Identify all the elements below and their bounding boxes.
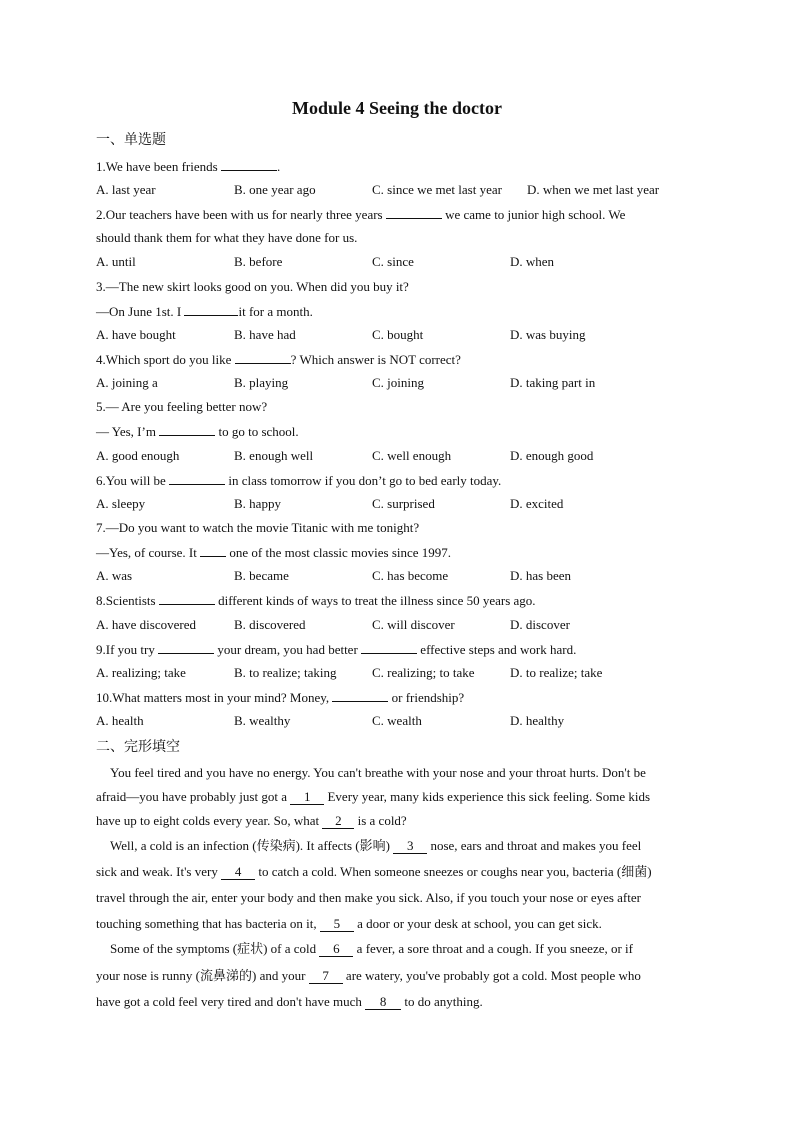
option-c: C. since bbox=[372, 254, 414, 269]
option-c: C. has become bbox=[372, 568, 449, 583]
passage-line: have up to eight colds every year. So, what 2 is a cold? bbox=[96, 813, 407, 828]
option-a: A. was bbox=[96, 568, 133, 583]
passage-line: Some of the symptoms (症状) of a cold 6 a fever, a sore throat and a cough. If you sneeze, or if bbox=[110, 941, 633, 956]
option-d: D. when bbox=[510, 254, 555, 269]
cloze-blank-5: 5 bbox=[320, 917, 354, 932]
answer-blank bbox=[361, 641, 417, 654]
answer-blank bbox=[332, 689, 388, 702]
passage-line: touching something that has bacteria on it, 5 a door or your desk at school, you can get sick. bbox=[96, 916, 602, 931]
option-a: A. have bought bbox=[96, 327, 176, 342]
answer-blank bbox=[158, 641, 214, 654]
question-7: 7.—Do you want to watch the movie Titanic with me tonight? bbox=[96, 520, 420, 535]
cloze-blank-4: 4 bbox=[221, 865, 255, 880]
answer-blank bbox=[159, 423, 215, 436]
answer-blank bbox=[169, 472, 225, 485]
question-2-continued: should thank them for what they have done for us. bbox=[96, 230, 358, 245]
question-2: 2.Our teachers have been with us for nearly three years we came to junior high school. We bbox=[96, 207, 626, 222]
question-3: 3.—The new skirt looks good on you. When did you buy it? bbox=[96, 279, 409, 294]
question-7-answer-line: —Yes, of course. It one of the most classic movies since 1997. bbox=[96, 545, 452, 560]
answer-blank bbox=[235, 351, 291, 364]
option-b: B. wealthy bbox=[234, 713, 291, 728]
cloze-blank-2: 2 bbox=[322, 814, 354, 829]
option-b: B. playing bbox=[234, 375, 289, 390]
cloze-blank-8: 8 bbox=[365, 995, 401, 1010]
answer-blank bbox=[200, 544, 226, 557]
question-10: 10.What matters most in your mind? Money, or friendship? bbox=[96, 690, 465, 705]
option-c: C. joining bbox=[372, 375, 425, 390]
option-a: A. good enough bbox=[96, 448, 180, 463]
option-b: B. have had bbox=[234, 327, 296, 342]
passage-line: travel through the air, enter your body and then make you sick. Also, if you touch your nose or eyes after bbox=[96, 890, 641, 905]
question-3-answer-line: —On June 1st. I it for a month. bbox=[96, 304, 313, 319]
option-d: D. taking part in bbox=[510, 375, 596, 390]
section-heading-cloze: 二、完形填空 bbox=[96, 739, 180, 755]
option-b: B. enough well bbox=[234, 448, 314, 463]
page-title: Module 4 Seeing the doctor bbox=[292, 98, 502, 118]
passage-line: afraid—you have probably just got a 1 Every year, many kids experience this sick feeling. Some kids bbox=[96, 789, 651, 804]
option-c: C. wealth bbox=[372, 713, 422, 728]
answer-blank bbox=[184, 303, 238, 316]
option-d: D. healthy bbox=[510, 713, 565, 728]
question-5: 5.— Are you feeling better now? bbox=[96, 399, 268, 414]
option-d: D. discover bbox=[510, 617, 570, 632]
option-c: C. well enough bbox=[372, 448, 452, 463]
option-d: D. has been bbox=[510, 568, 572, 583]
answer-blank bbox=[386, 206, 442, 219]
option-a: A. sleepy bbox=[96, 496, 146, 511]
option-b: B. discovered bbox=[234, 617, 306, 632]
question-6: 6.You will be in class tomorrow if you don’t go to bed early today. bbox=[96, 473, 502, 488]
option-a: A. until bbox=[96, 254, 136, 269]
cloze-blank-6: 6 bbox=[319, 942, 353, 957]
cloze-blank-1: 1 bbox=[290, 790, 324, 805]
answer-blank bbox=[159, 592, 215, 605]
option-c: C. will discover bbox=[372, 617, 455, 632]
option-b: B. became bbox=[234, 568, 289, 583]
passage-line: your nose is runny (流鼻涕的) and your 7 are watery, you've probably got a cold. Most people who bbox=[96, 968, 641, 983]
option-b: B. to realize; taking bbox=[234, 665, 337, 680]
passage-line: sick and weak. It's very 4 to catch a cold. When someone sneezes or coughs near you, bacteria (细菌) bbox=[96, 864, 652, 879]
passage-line: have got a cold feel very tired and don't have much 8 to do anything. bbox=[96, 994, 483, 1009]
question-1: 1.We have been friends . bbox=[96, 159, 281, 174]
question-5-answer-line: — Yes, I’m to go to school. bbox=[96, 424, 299, 439]
option-c: C. since we met last year bbox=[372, 182, 502, 197]
option-d: D. enough good bbox=[510, 448, 594, 463]
cloze-blank-7: 7 bbox=[309, 969, 343, 984]
section-heading-single-choice: 一、单选题 bbox=[96, 132, 166, 148]
option-d: D. was buying bbox=[510, 327, 586, 342]
question-8: 8.Scientists different kinds of ways to treat the illness since 50 years ago. bbox=[96, 593, 536, 608]
option-a: A. joining a bbox=[96, 375, 158, 390]
option-a: A. health bbox=[96, 713, 144, 728]
option-a: A. have discovered bbox=[96, 617, 196, 632]
option-a: A. last year bbox=[96, 182, 156, 197]
option-a: A. realizing; take bbox=[96, 665, 186, 680]
option-d: D. when we met last year bbox=[527, 182, 660, 197]
option-c: C. realizing; to take bbox=[372, 665, 475, 680]
question-9: 9.If you try your dream, you had better effective steps and work hard. bbox=[96, 642, 577, 657]
option-c: C. surprised bbox=[372, 496, 435, 511]
passage-line: Well, a cold is an infection (传染病). It affects (影响) 3 nose, ears and throat and makes you feel bbox=[110, 838, 642, 853]
question-4: 4.Which sport do you like ? Which answer is NOT correct? bbox=[96, 352, 461, 367]
answer-blank bbox=[221, 158, 277, 171]
option-b: B. before bbox=[234, 254, 283, 269]
option-b: B. one year ago bbox=[234, 182, 316, 197]
option-c: C. bought bbox=[372, 327, 424, 342]
option-d: D. to realize; take bbox=[510, 665, 603, 680]
passage-line: You feel tired and you have no energy. You can't breathe with your nose and your throat hurts. Don't be bbox=[110, 765, 646, 780]
cloze-blank-3: 3 bbox=[393, 839, 427, 854]
option-d: D. excited bbox=[510, 496, 564, 511]
option-b: B. happy bbox=[234, 496, 281, 511]
